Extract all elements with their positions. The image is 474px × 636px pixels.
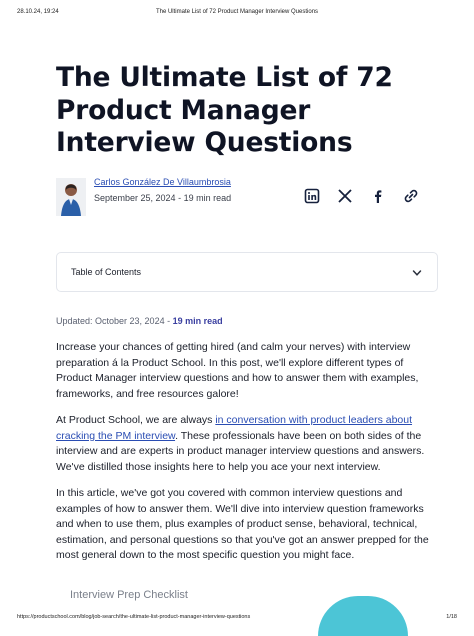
x-icon	[337, 188, 353, 204]
print-date: 28.10.24, 19:24	[17, 9, 59, 15]
publish-date: September 25, 2024	[94, 193, 176, 203]
p2-text-after: . These professionals have been on both sides of the interview and are experts in product manager interview questions and answers. We've distilled those insights here to help you ace your next interview.	[56, 429, 425, 473]
author-name-link[interactable]: Carlos González De Villaumbrosia	[94, 177, 231, 187]
interview-prep-checklist-heading: Interview Prep Checklist	[70, 589, 188, 601]
article-title: The Ultimate List of 72 Product Manager Interview Questions	[56, 62, 393, 158]
table-of-contents-dropdown[interactable]	[56, 252, 438, 292]
x-share-button[interactable]	[337, 188, 353, 204]
updated-date: Updated: October 23, 2024	[56, 316, 165, 326]
print-doc-title: The Ultimate List of 72 Product Manager Interview Questions	[155, 9, 319, 15]
facebook-icon	[370, 188, 386, 204]
linkedin-icon	[304, 188, 320, 204]
intro-paragraph: Increase your chances of getting hired (and calm your nerves) with interview preparation á la Product School. In this post, we'll explore different types of Product Manager interview questions and how to answer them with examples, frameworks, and free resources galore!	[56, 341, 419, 400]
meta-separator: -	[175, 193, 184, 203]
read-time: 19 min read	[183, 193, 232, 203]
pm-interview-link[interactable]: in conversation with product leaders about cracking the PM interview	[56, 414, 413, 442]
chevron-down-icon	[411, 267, 423, 279]
updated-separator: -	[164, 316, 173, 326]
print-page-number: 1/18	[446, 614, 457, 620]
updated-info	[56, 316, 223, 326]
copy-link-button[interactable]	[403, 188, 419, 204]
linkedin-share-button[interactable]	[304, 188, 320, 204]
link-icon	[403, 188, 419, 204]
author-avatar	[56, 178, 86, 216]
p2-text-before: At Product School, we are always	[56, 414, 216, 426]
facebook-share-button[interactable]	[370, 188, 386, 204]
updated-read-time: 19 min read	[172, 316, 223, 326]
print-header	[17, 9, 457, 19]
second-paragraph	[56, 413, 442, 475]
print-footer	[17, 614, 457, 624]
toc-label: Table of Contents	[71, 267, 142, 277]
third-paragraph: In this article, we've got you covered with common interview questions and examples of how to answer them. We'll dive into interview question frameworks and when to use them, plus examples of product sense, behavioral, technical, estimation, and personal questions so that you've got an answer prepped for the most general down to the most specific question you might face.	[56, 487, 429, 562]
author-meta	[94, 193, 231, 203]
print-url: https://productschool.com/blog/job-search/the-ultimate-list-product-manager-interview-questions	[17, 614, 251, 620]
